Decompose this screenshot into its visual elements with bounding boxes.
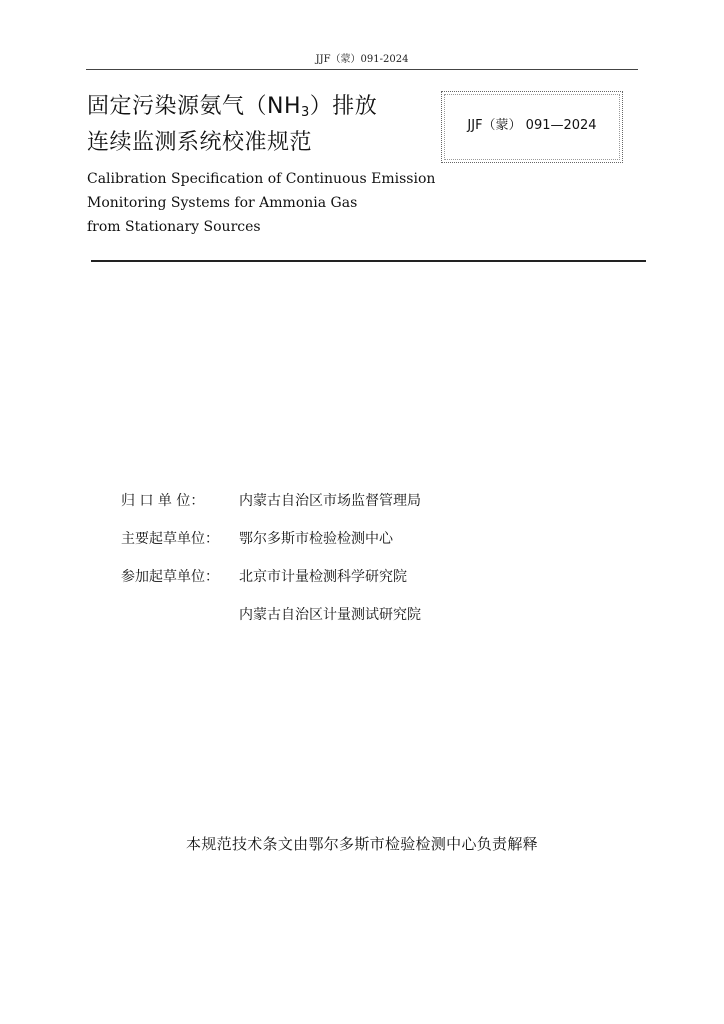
- interpretation-note: 本规范技术条文由鄂尔多斯市检验检测中心负责解释: [186, 835, 538, 853]
- unit-label-responsible: 归 口 单 位：: [121, 493, 205, 509]
- title-divider: [91, 260, 646, 262]
- unit-value-responsible: 内蒙古自治区市场监督管理局: [239, 493, 421, 509]
- unit-value-participating-1: 北京市计量检测科学研究院: [239, 569, 407, 585]
- unit-label-main-drafter: 主要起草单位：: [121, 531, 219, 547]
- header-divider: [86, 69, 638, 70]
- title-english-line-3: from Stationary Sources: [87, 219, 261, 235]
- standard-code-box-text: JJF（蒙） 091—2024: [467, 118, 597, 133]
- title-chinese-line-2: 连续监测系统校准规范: [87, 130, 313, 155]
- unit-label-participating: 参加起草单位：: [121, 569, 219, 585]
- title-english: [87, 167, 447, 239]
- unit-value-main-drafter: 鄂尔多斯市检验检测中心: [239, 531, 393, 547]
- header-standard-code: JJF（蒙）091-2024: [315, 54, 409, 65]
- title-english-line-2: Monitoring Systems for Ammonia Gas: [87, 195, 358, 211]
- title-english-line-1: Calibration Specification of Continuous Emission: [87, 171, 436, 187]
- title-chinese-subscript: 3: [301, 105, 310, 120]
- title-chinese-line-1-prefix: 固定污染源氨气（NH: [87, 94, 302, 119]
- title-chinese-line-1: [87, 89, 437, 125]
- title-chinese: [87, 89, 437, 161]
- standard-code-box: [441, 91, 623, 163]
- title-chinese-line-1-suffix: ）排放: [309, 94, 378, 119]
- unit-value-participating-2: 内蒙古自治区计量测试研究院: [239, 607, 421, 623]
